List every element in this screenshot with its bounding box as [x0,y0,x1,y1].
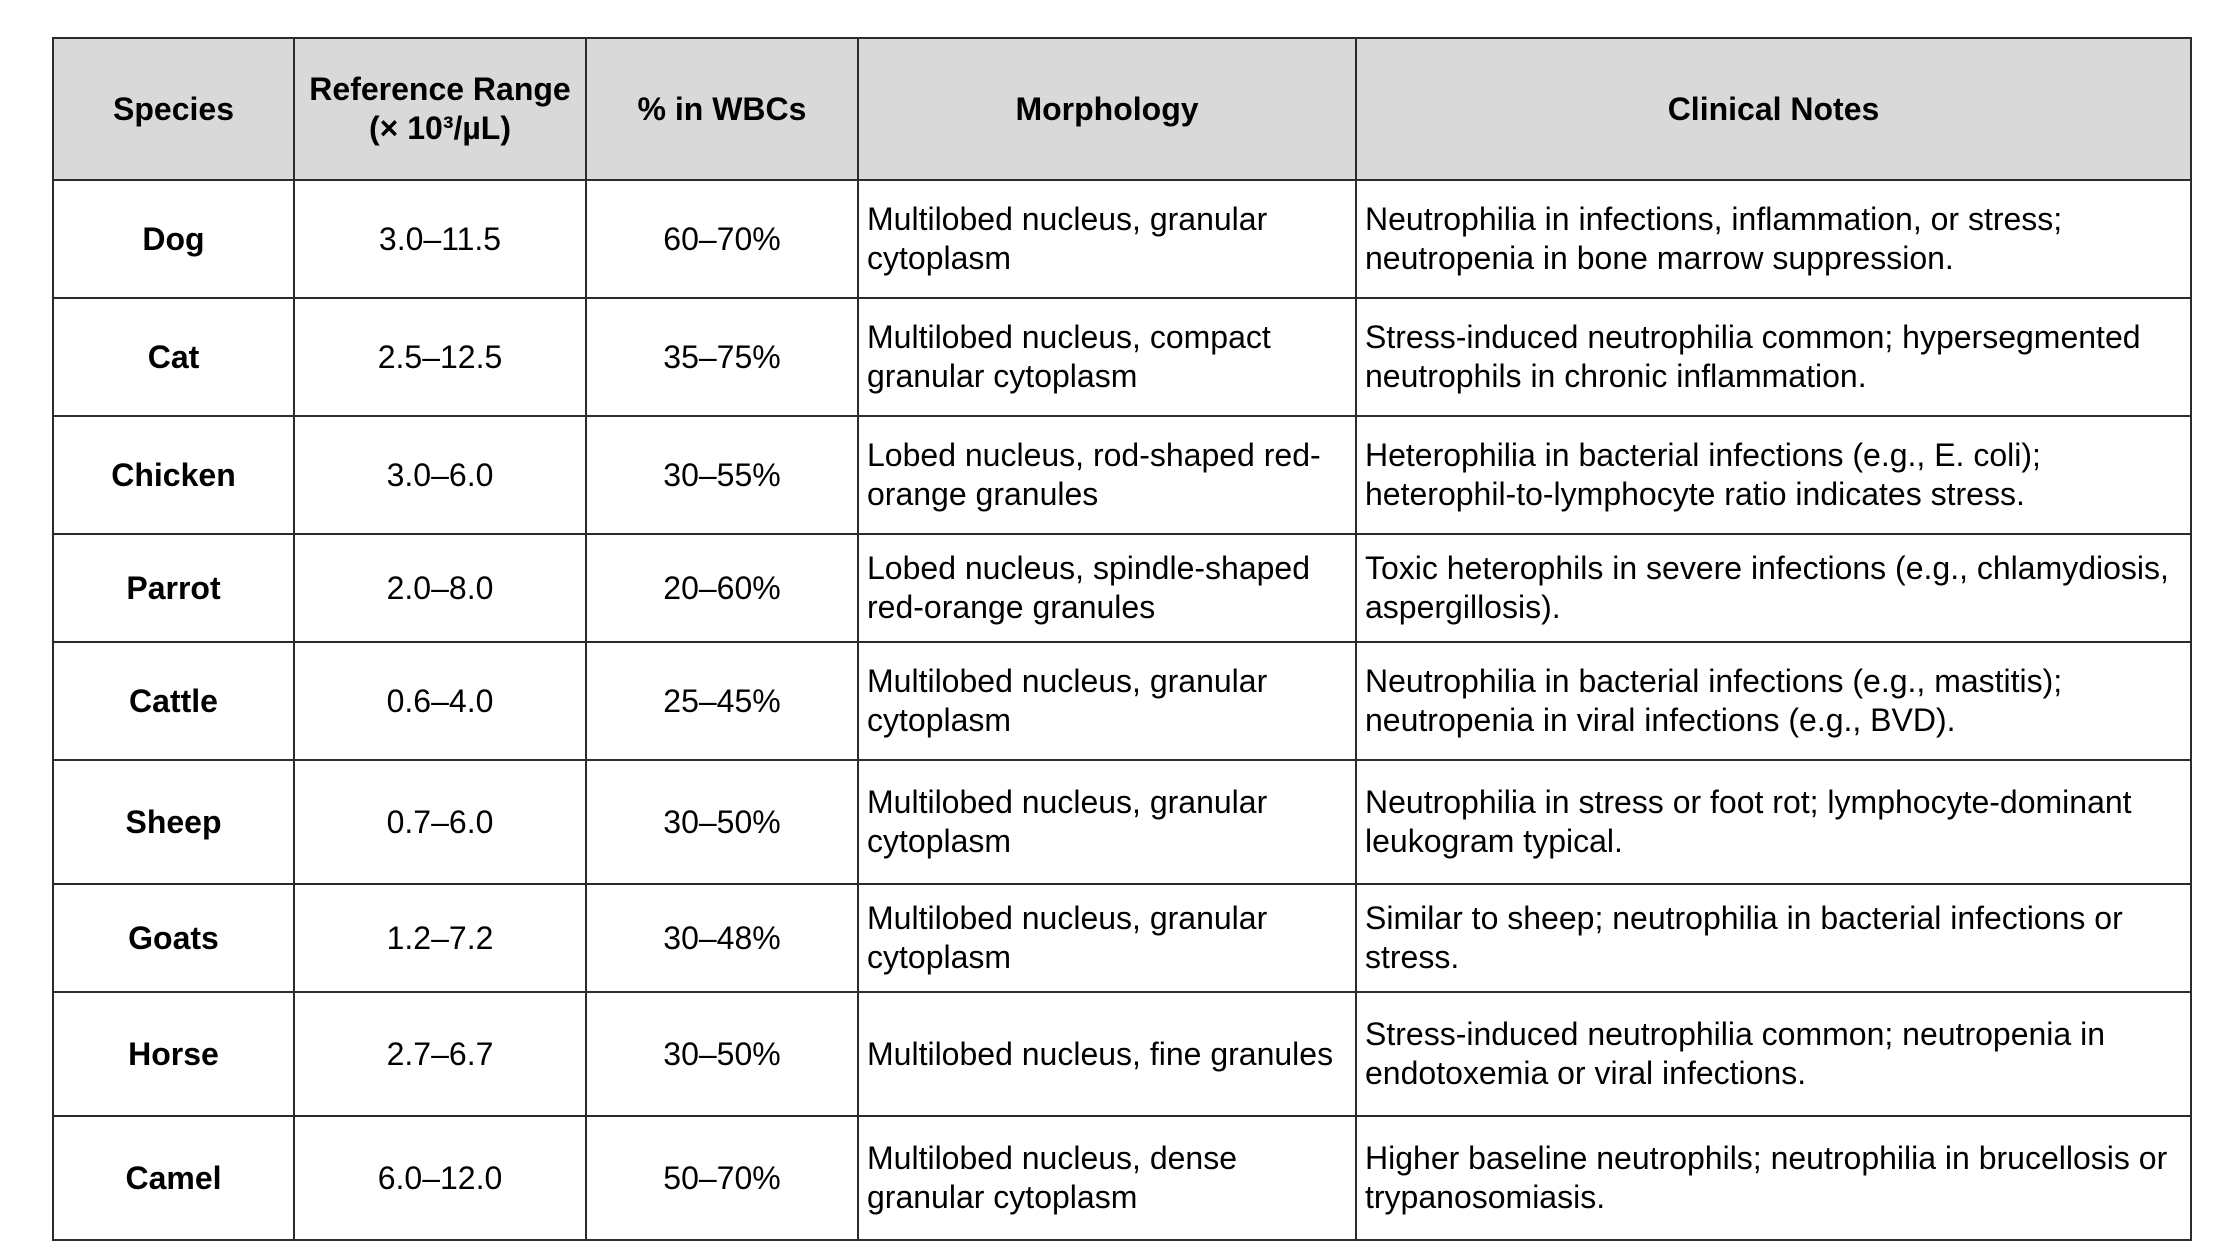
clinical-notes-cell: Higher baseline neutrophils; neutrophilia in brucellosis or trypanosomiasis. [1356,1116,2191,1240]
table-row [53,992,2191,1116]
clinical-notes-cell: Stress-induced neutrophilia common; hypersegmented neutrophils in chronic inflammation. [1356,298,2191,416]
species-cell: Horse [53,992,294,1116]
percent-wbc-cell: 60–70% [586,180,858,298]
table-row [53,760,2191,884]
morphology-cell: Multilobed nucleus, granular cytoplasm [858,642,1356,760]
header-morphology: Morphology [858,38,1356,180]
species-cell: Cat [53,298,294,416]
reference-range-cell: 0.7–6.0 [294,760,586,884]
table-body [53,180,2191,1240]
header-reference-range-line1: Reference Range [309,71,571,107]
percent-wbc-cell: 20–60% [586,534,858,642]
reference-range-cell: 0.6–4.0 [294,642,586,760]
percent-wbc-cell: 30–50% [586,760,858,884]
percent-wbc-cell: 25–45% [586,642,858,760]
clinical-notes-cell: Neutrophilia in stress or foot rot; lymphocyte-dominant leukogram typical. [1356,760,2191,884]
morphology-cell: Multilobed nucleus, dense granular cytoplasm [858,1116,1356,1240]
percent-wbc-cell: 50–70% [586,1116,858,1240]
percent-wbc-cell: 30–50% [586,992,858,1116]
table-row [53,1116,2191,1240]
species-cell: Sheep [53,760,294,884]
clinical-notes-cell: Toxic heterophils in severe infections (e.g., chlamydiosis, aspergillosis). [1356,534,2191,642]
header-reference-range [294,38,586,180]
morphology-cell: Lobed nucleus, spindle-shaped red-orange granules [858,534,1356,642]
morphology-cell: Lobed nucleus, rod-shaped red-orange granules [858,416,1356,534]
neutrophil-reference-table [52,37,2192,1241]
header-clinical-notes: Clinical Notes [1356,38,2191,180]
clinical-notes-cell: Stress-induced neutrophilia common; neutropenia in endotoxemia or viral infections. [1356,992,2191,1116]
clinical-notes-cell: Neutrophilia in bacterial infections (e.g., mastitis); neutropenia in viral infections (e.g., BVD). [1356,642,2191,760]
morphology-cell: Multilobed nucleus, compact granular cytoplasm [858,298,1356,416]
reference-range-cell: 2.0–8.0 [294,534,586,642]
species-cell: Cattle [53,642,294,760]
table-row [53,884,2191,992]
table-row [53,416,2191,534]
clinical-notes-cell: Heterophilia in bacterial infections (e.g., E. coli); heterophil-to-lymphocyte ratio indicates stress. [1356,416,2191,534]
header-species: Species [53,38,294,180]
header-percent-wbc: % in WBCs [586,38,858,180]
species-cell: Goats [53,884,294,992]
table-header [53,38,2191,180]
reference-range-cell: 3.0–11.5 [294,180,586,298]
reference-range-cell: 2.7–6.7 [294,992,586,1116]
header-row [53,38,2191,180]
percent-wbc-cell: 30–48% [586,884,858,992]
species-cell: Parrot [53,534,294,642]
clinical-notes-cell: Neutrophilia in infections, inflammation, or stress; neutropenia in bone marrow suppression. [1356,180,2191,298]
clinical-notes-cell: Similar to sheep; neutrophilia in bacterial infections or stress. [1356,884,2191,992]
table-row [53,642,2191,760]
table-row [53,534,2191,642]
table-row [53,180,2191,298]
morphology-cell: Multilobed nucleus, granular cytoplasm [858,180,1356,298]
morphology-cell: Multilobed nucleus, fine granules [858,992,1356,1116]
species-cell: Camel [53,1116,294,1240]
morphology-cell: Multilobed nucleus, granular cytoplasm [858,884,1356,992]
reference-range-cell: 1.2–7.2 [294,884,586,992]
table-row [53,298,2191,416]
percent-wbc-cell: 30–55% [586,416,858,534]
reference-range-cell: 6.0–12.0 [294,1116,586,1240]
morphology-cell: Multilobed nucleus, granular cytoplasm [858,760,1356,884]
reference-range-cell: 3.0–6.0 [294,416,586,534]
species-cell: Chicken [53,416,294,534]
percent-wbc-cell: 35–75% [586,298,858,416]
species-cell: Dog [53,180,294,298]
header-reference-range-line2: (× 10³/µL) [368,110,511,146]
reference-range-cell: 2.5–12.5 [294,298,586,416]
